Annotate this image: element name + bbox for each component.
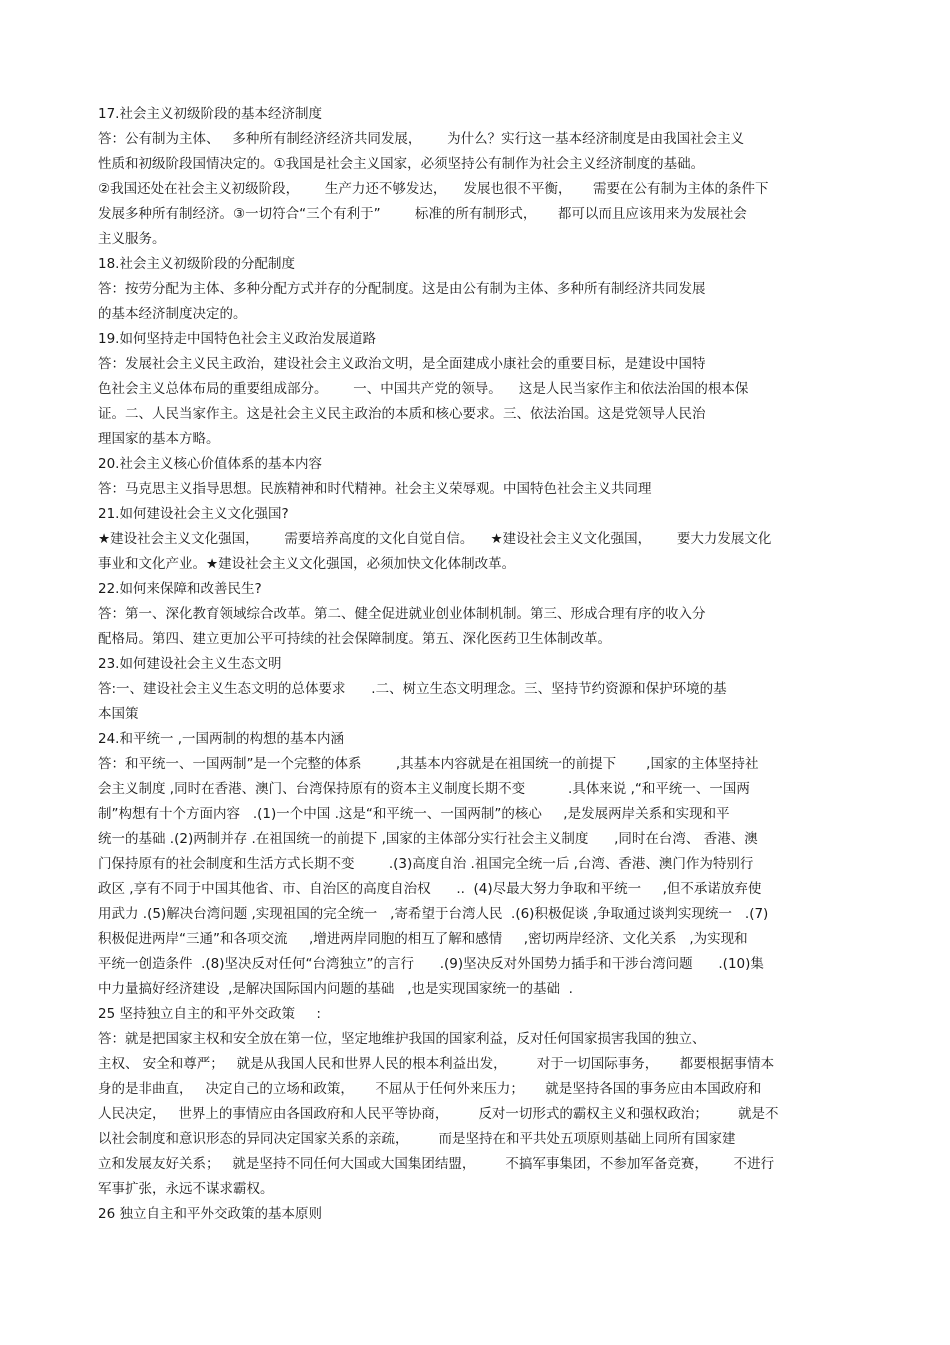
text-line: 主义服务。	[98, 231, 166, 247]
text-line: ★建设社会主义文化强国， 需要培养高度的文化自觉自信。 ★建设社会主义文化强国， 要大力发展文化	[98, 531, 772, 547]
text-line: 理国家的基本方略。	[98, 431, 220, 447]
text-line: 门保持原有的社会制度和生活方式长期不变 .(3)高度自治 .祖国完全统一后 ,台湾、香港、澳门作为特别行	[98, 856, 754, 872]
text-line: 答：公有制为主体、 多种所有制经济经济共同发展， 为什么？实行这一基本经济制度是由我国社会主义	[98, 131, 745, 147]
text-line: 答:一、建设社会主义生态文明的总体要求 .二、树立生态文明理念。三、坚持节约资源和保护环境的基	[98, 681, 727, 697]
text-line: 以社会制度和意识形态的异同决定国家关系的亲疏， 而是坚持在和平共处五项原则基础上同所有国家建	[98, 1131, 736, 1147]
text-line: 答：按劳分配为主体、多种分配方式并存的分配制度。这是由公有制为主体、多种所有制经济共同发展	[98, 281, 706, 297]
text-line: 答：就是把国家主权和安全放在第一位，坚定地维护我国的国家利益，反对任何国家损害我国的独立、	[98, 1031, 706, 1047]
text-line: 会主义制度 ,同时在香港、澳门、台湾保持原有的资本主义制度长期不变 .具体来说 ,“和平统一、一国两	[98, 781, 750, 797]
text-line: 军事扩张，永远不谋求霸权。	[98, 1181, 274, 1197]
heading-25: 25 坚持独立自主的和平外交政策 :	[98, 1006, 321, 1022]
text-line: 配格局。第四、建立更加公平可持续的社会保障制度。第五、深化医药卫生体制改革。	[98, 631, 611, 647]
text-line: 事业和文化产业。★建设社会主义文化强国，必须加快文化体制改革。	[98, 556, 516, 572]
heading-24: 24.和平统一 ,一国两制的构想的基本内涵	[98, 731, 345, 747]
text-line: 性质和初级阶段国情决定的。①我国是社会主义国家，必须坚持公有制作为社会主义经济制度的基础。	[98, 156, 705, 172]
text-line: 答：发展社会主义民主政治，建设社会主义政治文明，是全面建成小康社会的重要目标，是建设中国特	[98, 356, 706, 372]
text-line: 的基本经济制度决定的。	[98, 306, 247, 322]
text-line: 答：第一、深化教育领域综合改革。第二、健全促进就业创业体制机制。第三、形成合理有序的收入分	[98, 606, 706, 622]
text-line: 制”构想有十个方面内容 .(1)一个中国 .这是“和平统一、一国两制”的核心 ,是发展两岸关系和实现和平	[98, 806, 730, 822]
heading-18: 18.社会主义初级阶段的分配制度	[98, 256, 295, 272]
text-line: 中力量搞好经济建设 ,是解决国际国内问题的基础 ,也是实现国家统一的基础 .	[98, 981, 573, 997]
text-line: 色社会主义总体布局的重要组成部分。 一、中国共产党的领导。 这是人民当家作主和依法治国的根本保	[98, 381, 749, 397]
text-line: 发展多种所有制经济。③一切符合“三个有利于” 标准的所有制形式， 都可以而且应该用来为发展社会	[98, 206, 747, 222]
text-line: 人民决定， 世界上的事情应由各国政府和人民平等协商， 反对一切形式的霸权主义和强权政治； 就是不	[98, 1106, 779, 1122]
text-line: 统一的基础 .(2)两制并存 .在祖国统一的前提下 ,国家的主体部分实行社会主义制度 ,同时在台湾、 香港、澳	[98, 831, 758, 847]
heading-23: 23.如何建设社会主义生态文明	[98, 656, 282, 672]
text-line: 积极促进两岸“三通”和各项交流 ,增进两岸同胞的相互了解和感情 ,密切两岸经济、文化关系 ,为实现和	[98, 931, 748, 947]
heading-26: 26 独立自主和平外交政策的基本原则	[98, 1206, 322, 1222]
text-line: 立和发展友好关系； 就是坚持不同任何大国或大国集团结盟， 不搞军事集团，不参加军备竞赛， 不进行	[98, 1156, 775, 1172]
text-line: 答：和平统一、一国两制”是一个完整的体系 ,其基本内容就是在祖国统一的前提下 ,国家的主体坚持社	[98, 756, 759, 772]
text-line: ②我国还处在社会主义初级阶段， 生产力还不够发达， 发展也很不平衡， 需要在公有制为主体的条件下	[98, 181, 769, 197]
text-line: 平统一创造条件 .(8)坚决反对任何“台湾独立”的言行 .(9)坚决反对外国势力插手和干涉台湾问题 .(10)集	[98, 956, 764, 972]
text-line: 用武力 .(5)解决台湾问题 ,实现祖国的完全统一 ,寄希望于台湾人民 .(6)积极促谈 ,争取通过谈判实现统一 .(7)	[98, 906, 769, 922]
heading-19: 19.如何坚持走中国特色社会主义政治发展道路	[98, 331, 376, 347]
heading-22: 22.如何来保障和改善民生?	[98, 581, 262, 597]
heading-17: 17.社会主义初级阶段的基本经济制度	[98, 106, 322, 122]
document-page	[98, 102, 858, 1227]
heading-20: 20.社会主义核心价值体系的基本内容	[98, 456, 322, 472]
text-line: 主权、 安全和尊严； 就是从我国人民和世界人民的根本利益出发， 对于一切国际事务， 都要根据事情本	[98, 1056, 775, 1072]
text-line: 答：马克思主义指导思想。民族精神和时代精神。社会主义荣辱观。中国特色社会主义共同理	[98, 481, 652, 497]
text-line: 本国策	[98, 706, 139, 722]
text-line: 政区 ,享有不同于中国其他省、市、自治区的高度自治权 .. (4)尽最大努力争取和平统一 ,但不承诺放弃使	[98, 881, 762, 897]
text-line: 证。二、人民当家作主。这是社会主义民主政治的本质和核心要求。三、依法治国。这是党领导人民治	[98, 406, 706, 422]
heading-21: 21.如何建设社会主义文化强国?	[98, 506, 289, 522]
text-line: 身的是非曲直， 决定自己的立场和政策， 不屈从于任何外来压力； 就是坚持各国的事务应由本国政府和	[98, 1081, 762, 1097]
